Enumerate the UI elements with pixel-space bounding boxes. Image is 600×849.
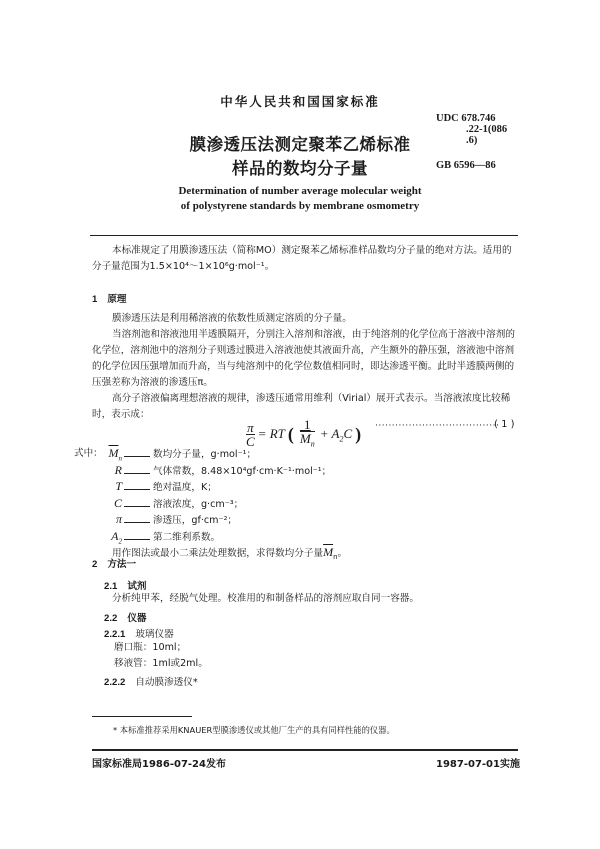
section-1-para-2-line-1: 当溶剂池和溶液池用半透膜隔开，分别注入溶剂和溶液，由于纯溶剂的化学位高于溶液中溶剂的 — [112, 329, 515, 340]
where-symbol — [88, 529, 122, 545]
section-2-number: 2 — [92, 559, 98, 570]
where-item-a2 — [88, 529, 331, 546]
title-english-line-2: of polystyrene standards by membrane osmometry — [180, 200, 420, 212]
symbol-sub: 2 — [118, 536, 122, 545]
section-2-1-title: 试剂 — [127, 581, 147, 592]
issuing-organization: 中华人民共和国国家标准 — [220, 94, 380, 109]
subscript-n: n — [310, 439, 315, 449]
section-2-1-number: 2.1 — [104, 581, 118, 592]
publication-date: 国家标准局1986-07-24发布 — [92, 759, 226, 770]
udc-line-1: UDC 678.746 — [436, 113, 496, 124]
section-2-heading — [92, 556, 136, 570]
equation-a2-term — [320, 426, 352, 444]
where-description: 溶液浓度，g·cm⁻³； — [153, 498, 244, 510]
conclusion-text: 用作图法或最小二乘法处理数据，求得数均分子量 — [112, 548, 324, 559]
equation-rt: = RT — [257, 426, 285, 442]
where-list — [88, 446, 331, 545]
section-2-2-number: 2.2 — [104, 613, 118, 624]
section-1-title: 原理 — [107, 294, 127, 305]
where-symbol — [88, 446, 122, 462]
section-2-2-2-heading — [104, 674, 198, 688]
section-2-2-2-number: 2.2.2 — [104, 677, 126, 688]
subscript-2: 2 — [339, 434, 344, 444]
where-description: 数均分子量，g·mol⁻¹； — [153, 449, 257, 460]
section-2-2-title: 仪器 — [127, 613, 147, 624]
em-dash — [124, 456, 150, 457]
equation-lhs-fraction — [246, 421, 255, 448]
where-description: 第二维利系数。 — [153, 531, 221, 543]
where-description: 气体常数，8.48×10⁴gf·cm·K⁻¹·mol⁻¹； — [153, 465, 332, 477]
em-dash — [124, 473, 150, 474]
equation-leader-dots: ····································· — [375, 421, 500, 431]
em-dash — [124, 506, 150, 507]
section-2-2-heading — [104, 610, 147, 624]
section-1-para-1: 膜渗透压法是利用稀溶液的依数性质测定溶质的分子量。 — [112, 313, 352, 324]
section-2-2-1-heading — [104, 626, 174, 640]
equation-number: ( 1 ) — [494, 419, 515, 430]
conclusion-sub: n — [333, 552, 338, 561]
footnote: * 本标准推荐采用KNAUER型膜渗透仪或其他厂生产的具有同样性能的仪器。 — [113, 725, 395, 735]
title-english — [0, 184, 600, 214]
section-2-2-1-item-2: 移液管：1ml或2ml。 — [114, 658, 208, 669]
where-prefix: 式中： — [74, 448, 103, 459]
title-chinese-line-1: 膜渗透压法测定聚苯乙烯标准 — [189, 135, 411, 154]
equation-inner-numerator: 1 — [304, 417, 311, 432]
section-1-para-2-line-3: 的化学位因压强增加而升高，当与纯溶剂中的化学位数值相同时，即达渗透平衡。此时半透膜两侧的 — [92, 361, 515, 372]
section-1-number: 1 — [92, 294, 98, 305]
equation-lhs-denominator: C — [246, 433, 255, 449]
symbol-text: A — [111, 528, 119, 543]
section-2-1-text: 分析纯甲苯，经脱气处理。校准用的和制备样品的溶剂应取自同一容器。 — [112, 593, 419, 604]
section-1-para-3-line-1: 高分子溶液偏离理想溶液的规律，渗透压通常用维利（Virial）展开式表示。当溶液浓度比较稀 — [112, 393, 511, 404]
where-symbol: C — [113, 495, 122, 510]
em-dash — [124, 489, 150, 490]
udc-line-3: .6) — [466, 135, 478, 146]
title-chinese-line-2: 样品的数均分子量 — [232, 159, 368, 178]
section-2-2-1-title: 玻璃仪器 — [135, 629, 174, 640]
where-symbol: T — [115, 479, 122, 493]
conclusion-symbol: $\overline{M}$ — [323, 545, 334, 559]
intro-line-2: 分子量范围为1.5×10⁴～1×10⁶g·mol⁻¹。 — [92, 261, 275, 272]
section-1-para-2-line-4: 压强差称为溶液的渗透压π。 — [92, 377, 213, 388]
section-1-para-3-line-2: 时，表示成： — [92, 409, 150, 420]
symbol-c: C — [343, 425, 353, 441]
close-paren: ) — [355, 423, 362, 444]
where-description: 绝对温度，K； — [153, 482, 217, 493]
equation-lhs-numerator: π — [247, 419, 254, 435]
where-conclusion — [112, 544, 347, 565]
section-2-title: 方法一 — [107, 559, 137, 570]
where-description: 渗透压，gf·cm⁻²； — [153, 515, 238, 526]
symbol-sub: n — [118, 454, 122, 463]
where-item-t — [88, 479, 331, 496]
symbol-m: $\overline{M}$ — [299, 431, 311, 446]
where-item-r — [88, 463, 331, 480]
header-divider — [90, 235, 518, 236]
udc-line-2: .22-1(086 — [466, 124, 508, 135]
em-dash — [124, 522, 150, 523]
section-2-1-heading — [104, 578, 147, 592]
section-2-2-1-number: 2.2.1 — [104, 629, 126, 640]
title-english-line-1: Determination of number average molecular weight — [178, 185, 422, 197]
where-item-mn — [88, 446, 331, 463]
em-dash — [124, 539, 150, 540]
footnote-divider — [92, 716, 192, 717]
open-paren: ( — [287, 423, 294, 444]
where-item-pi — [88, 512, 331, 529]
section-1-para-2-line-2: 化学位，溶剂池中的溶剂分子则透过膜进入溶液池使其液面升高，产生额外的静压强，溶液池中溶剂 — [92, 345, 515, 356]
section-1-heading — [92, 291, 127, 305]
implementation-date: 1987-07-01实施 — [436, 759, 520, 770]
conclusion-end: 。 — [337, 548, 348, 559]
intro-line-1: 本标准规定了用膜渗透压法（简称MO）测定聚苯乙烯标准样品数均分子量的绝对方法。适用的 — [112, 245, 512, 256]
gb-standard-number: GB 6596—86 — [436, 160, 496, 171]
where-symbol: π — [115, 512, 122, 526]
plus-a: + A — [319, 425, 340, 441]
section-2-2-2-title: 自动膜渗透仪* — [135, 677, 198, 688]
symbol-text: $\overline{M}$ — [108, 446, 119, 460]
section-2-2-1-item-1: 磨口瓶：10ml； — [114, 642, 187, 653]
where-symbol: R — [114, 462, 122, 477]
where-item-c — [88, 496, 331, 513]
footer-divider — [92, 749, 518, 751]
